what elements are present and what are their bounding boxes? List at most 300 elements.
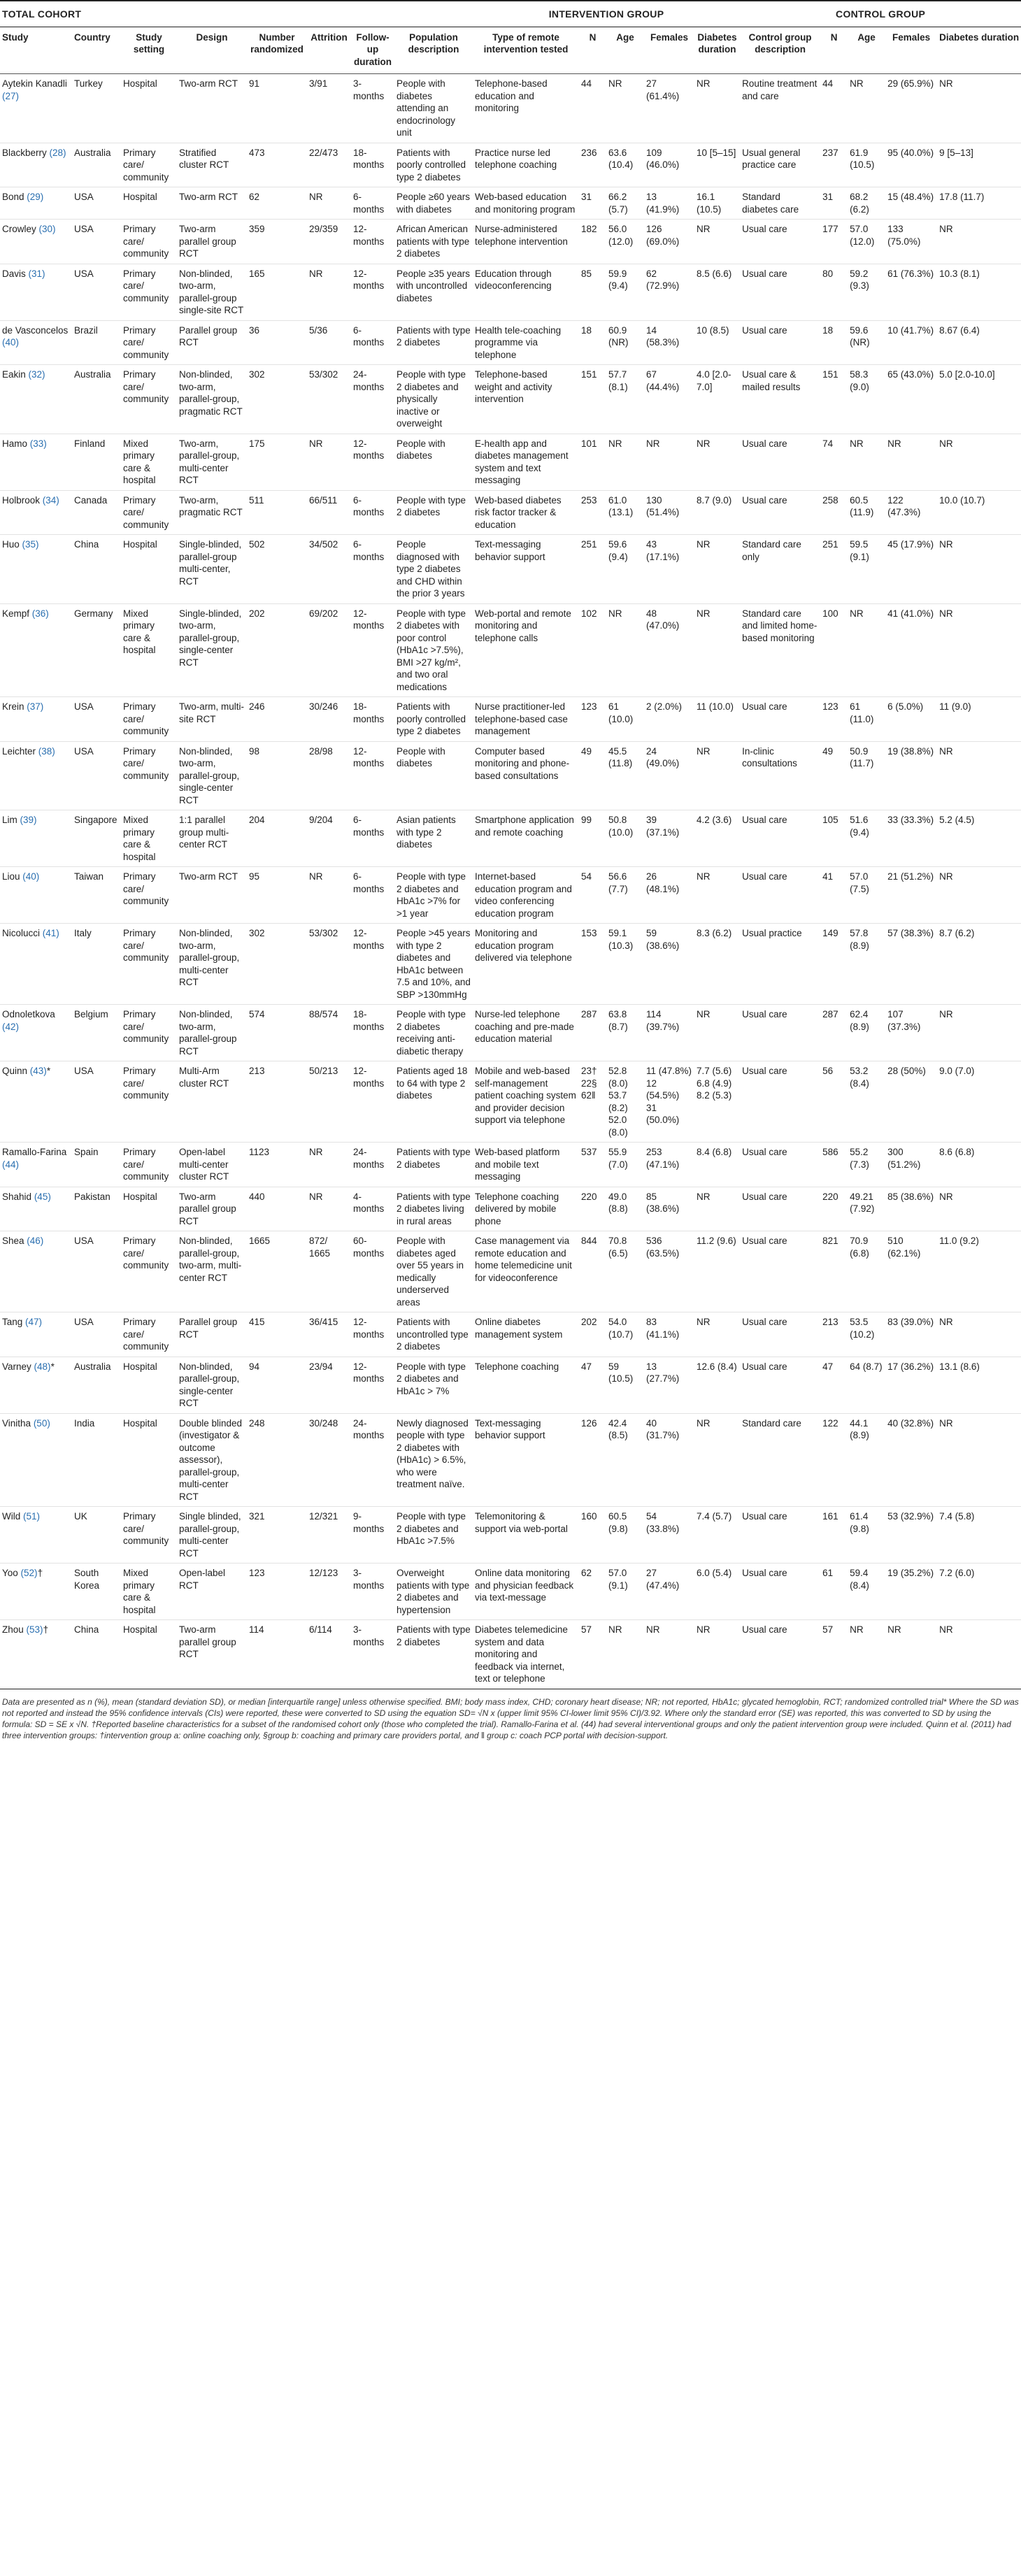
cell-followup: 12-months xyxy=(351,1061,394,1143)
cell-design: Non-blinded, two-arm, parallel-group RCT xyxy=(177,1005,247,1061)
cell-population: People with type 2 diabetes with poor control (HbA1c >7.5%), BMI >27 kg/m², and two oral medications xyxy=(394,603,473,697)
cell-control-duration: NR xyxy=(937,1620,1021,1689)
cell-intervention-duration: 4.2 (3.6) xyxy=(694,810,740,867)
cell-intervention-n: 57 xyxy=(579,1620,606,1689)
cell-intervention-age: 61.0 (13.1) xyxy=(606,490,644,535)
cell-control-description: Standard care only xyxy=(740,535,820,604)
cell-attrition: NR xyxy=(307,867,351,924)
cell-intervention-n: 102 xyxy=(579,603,606,697)
cell-control-duration: 8.7 (6.2) xyxy=(937,924,1021,1005)
cell-setting: Primary care/ community xyxy=(121,697,177,742)
cell-intervention-females: 24 (49.0%) xyxy=(644,741,694,810)
table-row xyxy=(0,697,1021,742)
cell-design: Open-label RCT xyxy=(177,1564,247,1620)
cell-design: Double blinded (investigator & outcome assessor), parallel-group, multi-center RCT xyxy=(177,1413,247,1507)
cell-intervention: Health tele-coaching programme via telephone xyxy=(473,320,579,365)
study-reference-link[interactable]: (51) xyxy=(23,1511,41,1522)
cell-control-age: 53.5 (10.2) xyxy=(848,1312,885,1357)
cell-intervention-age: 52.8 (8.0) 53.7 (8.2) 52.0 (8.0) xyxy=(606,1061,644,1143)
cell-control-description: Standard diabetes care xyxy=(740,187,820,220)
cell-setting: Primary care/ community xyxy=(121,143,177,187)
cell-control-n: 213 xyxy=(820,1312,848,1357)
cell-control-age: 59.2 (9.3) xyxy=(848,264,885,320)
cell-setting: Primary care/ community xyxy=(121,220,177,264)
cell-setting: Mixed primary care & hospital xyxy=(121,603,177,697)
cell-followup: 6-months xyxy=(351,187,394,220)
cell-intervention-duration: NR xyxy=(694,741,740,810)
study-reference-link[interactable]: (44) xyxy=(2,1159,20,1170)
cell-setting: Primary care/ community xyxy=(121,1231,177,1312)
table-row xyxy=(0,1061,1021,1143)
cell-intervention-n: 62 xyxy=(579,1564,606,1620)
cell-control-description: Usual practice xyxy=(740,924,820,1005)
study-footnote-mark: † xyxy=(43,1624,49,1635)
cell-control-females: 21 (51.2%) xyxy=(885,867,937,924)
cell-population: Asian patients with type 2 diabetes xyxy=(394,810,473,867)
cell-intervention-duration: NR xyxy=(694,603,740,697)
cell-intervention-age: NR xyxy=(606,434,644,490)
col-header-control-age: Age xyxy=(848,27,885,74)
cell-intervention-duration: NR xyxy=(694,1312,740,1357)
cell-country: Pakistan xyxy=(72,1187,121,1231)
col-header-intervention: Type of remote intervention tested xyxy=(473,27,579,74)
cell-intervention-n: 49 xyxy=(579,741,606,810)
study-reference-link[interactable]: (34) xyxy=(42,494,59,506)
cell-followup: 24-months xyxy=(351,365,394,434)
cell-control-females: 29 (65.9%) xyxy=(885,74,937,143)
cell-design: Two-arm parallel group RCT xyxy=(177,1187,247,1231)
cell-design: Non-blinded, two-arm, parallel-group, multi-center RCT xyxy=(177,924,247,1005)
cell-control-description: Standard care xyxy=(740,1413,820,1507)
study-name: Yoo xyxy=(2,1568,18,1578)
cell-population: Patients with type 2 diabetes xyxy=(394,1620,473,1689)
study-reference-link[interactable]: (35) xyxy=(22,539,39,550)
cell-intervention-age: 60.9 (NR) xyxy=(606,320,644,365)
cell-control-females: 122 (47.3%) xyxy=(885,490,937,535)
cell-control-description: Usual care & mailed results xyxy=(740,365,820,434)
cell-intervention-duration: 8.4 (6.8) xyxy=(694,1143,740,1187)
study-name: Nicolucci xyxy=(2,928,41,938)
cell-control-females: 17 (36.2%) xyxy=(885,1357,937,1413)
cell-followup: 12-months xyxy=(351,264,394,320)
cell-attrition: 66/511 xyxy=(307,490,351,535)
cell-intervention-duration: 7.7 (5.6) 6.8 (4.9) 8.2 (5.3) xyxy=(694,1061,740,1143)
cell-followup: 24-months xyxy=(351,1143,394,1187)
cell-intervention-age: 42.4 (8.5) xyxy=(606,1413,644,1507)
study-reference-link[interactable]: (53) xyxy=(26,1624,43,1635)
study-reference-link[interactable]: (39) xyxy=(20,815,37,825)
cell-country: China xyxy=(72,1620,121,1689)
cell-randomized: 204 xyxy=(247,810,307,867)
cell-control-duration: 11.0 (9.2) xyxy=(937,1231,1021,1312)
cell-intervention-females: 253 (47.1%) xyxy=(644,1143,694,1187)
cell-intervention: Telephone-based education and monitoring xyxy=(473,74,579,143)
cell-control-description: Usual care xyxy=(740,1357,820,1413)
cell-intervention-females: 536 (63.5%) xyxy=(644,1231,694,1312)
cell-intervention: Telephone coaching xyxy=(473,1357,579,1413)
cell-control-n: 80 xyxy=(820,264,848,320)
study-reference-link[interactable]: (40) xyxy=(22,871,40,882)
table-row xyxy=(0,1507,1021,1564)
cell-control-duration: 13.1 (8.6) xyxy=(937,1357,1021,1413)
cell-control-females: 6 (5.0%) xyxy=(885,697,937,742)
cell-setting: Hospital xyxy=(121,1413,177,1507)
cell-population: People with diabetes aged over 55 years in medically underserved areas xyxy=(394,1231,473,1312)
cell-followup: 3-months xyxy=(351,1620,394,1689)
cell-country: Singapore xyxy=(72,810,121,867)
cell-intervention-n: 160 xyxy=(579,1507,606,1564)
cell-design: Non-blinded, parallel-group, two-arm, multi-center RCT xyxy=(177,1231,247,1312)
cell-randomized: 1665 xyxy=(247,1231,307,1312)
table-row xyxy=(0,867,1021,924)
cell-attrition: NR xyxy=(307,1143,351,1187)
cell-attrition: 34/502 xyxy=(307,535,351,604)
cell-design: Single-blinded, two-arm, parallel-group, single-center RCT xyxy=(177,603,247,697)
cell-country: USA xyxy=(72,187,121,220)
cell-randomized: 94 xyxy=(247,1357,307,1413)
cell-study xyxy=(0,490,72,535)
cell-intervention: Telephone coaching delivered by mobile phone xyxy=(473,1187,579,1231)
cell-study xyxy=(0,320,72,365)
cell-followup: 60-months xyxy=(351,1231,394,1312)
cell-control-n: 41 xyxy=(820,867,848,924)
cell-followup: 12-months xyxy=(351,741,394,810)
study-reference-link[interactable]: (52) xyxy=(20,1568,38,1578)
cell-control-n: 149 xyxy=(820,924,848,1005)
cell-intervention-age: NR xyxy=(606,74,644,143)
cell-design: Two-arm parallel group RCT xyxy=(177,1620,247,1689)
cell-study xyxy=(0,434,72,490)
cell-followup: 6-months xyxy=(351,867,394,924)
cell-intervention-duration: 10 (8.5) xyxy=(694,320,740,365)
cell-control-females: 510 (62.1%) xyxy=(885,1231,937,1312)
cell-intervention-duration: 11 (10.0) xyxy=(694,697,740,742)
cell-control-age: 50.9 (11.7) xyxy=(848,741,885,810)
cell-intervention-females: 67 (44.4%) xyxy=(644,365,694,434)
cell-control-age: 57.8 (8.9) xyxy=(848,924,885,1005)
study-name: Holbrook xyxy=(2,494,41,506)
study-name: Eakin xyxy=(2,369,26,380)
cell-intervention-females: 62 (72.9%) xyxy=(644,264,694,320)
cell-control-age: NR xyxy=(848,74,885,143)
cell-population: Patients with type 2 diabetes xyxy=(394,320,473,365)
study-name: Ramallo-Farina xyxy=(2,1147,67,1157)
cell-intervention-duration: NR xyxy=(694,220,740,264)
cell-intervention-duration: 8.7 (9.0) xyxy=(694,490,740,535)
cell-attrition: 12/321 xyxy=(307,1507,351,1564)
study-name: Tang xyxy=(2,1317,23,1327)
cell-intervention-age: 59.6 (9.4) xyxy=(606,535,644,604)
cell-control-females: 10 (41.7%) xyxy=(885,320,937,365)
cell-design: 1:1 parallel group multi-center RCT xyxy=(177,810,247,867)
cell-intervention-n: 85 xyxy=(579,264,606,320)
study-reference-link[interactable]: (47) xyxy=(25,1317,43,1327)
cell-study xyxy=(0,603,72,697)
cell-study xyxy=(0,1061,72,1143)
cell-setting: Mixed primary care & hospital xyxy=(121,434,177,490)
cell-intervention-age: 59.9 (9.4) xyxy=(606,264,644,320)
cell-study xyxy=(0,1005,72,1061)
cell-attrition: 29/359 xyxy=(307,220,351,264)
study-reference-link[interactable]: (28) xyxy=(49,147,66,158)
cell-setting: Hospital xyxy=(121,187,177,220)
cell-country: USA xyxy=(72,264,121,320)
cell-study xyxy=(0,1564,72,1620)
cell-intervention-females: 13 (41.9%) xyxy=(644,187,694,220)
study-reference-link[interactable]: (30) xyxy=(38,224,56,234)
cell-study xyxy=(0,1231,72,1312)
cell-intervention-n: 18 xyxy=(579,320,606,365)
cell-intervention: Web-based platform and mobile text messaging xyxy=(473,1143,579,1187)
cell-attrition: 3/91 xyxy=(307,74,351,143)
cell-intervention-n: 47 xyxy=(579,1357,606,1413)
cell-control-age: 62.4 (8.9) xyxy=(848,1005,885,1061)
cell-intervention-age: NR xyxy=(606,603,644,697)
cell-control-duration: NR xyxy=(937,434,1021,490)
cell-control-females: 15 (48.4%) xyxy=(885,187,937,220)
cell-intervention-age: 56.0 (12.0) xyxy=(606,220,644,264)
cell-control-females: 33 (33.3%) xyxy=(885,810,937,867)
study-name: Kempf xyxy=(2,608,30,619)
cell-attrition: 50/213 xyxy=(307,1061,351,1143)
cell-control-duration: NR xyxy=(937,535,1021,604)
cell-control-duration: 10.0 (10.7) xyxy=(937,490,1021,535)
cell-followup: 12-months xyxy=(351,603,394,697)
cell-population: People >45 years with type 2 diabetes and HbA1c between 7.5 and 10%, and SBP >130mmHg xyxy=(394,924,473,1005)
col-header-followup: Follow-up duration xyxy=(351,27,394,74)
cell-control-description: Usual care xyxy=(740,1061,820,1143)
cell-control-n: 18 xyxy=(820,320,848,365)
cell-country: UK xyxy=(72,1507,121,1564)
cell-population: People ≥35 years with uncontrolled diabetes xyxy=(394,264,473,320)
intervention-group-header: INTERVENTION GROUP xyxy=(473,1,740,27)
study-name: Varney xyxy=(2,1361,31,1372)
cell-control-n: 177 xyxy=(820,220,848,264)
study-reference-link[interactable]: (41) xyxy=(42,928,59,938)
cell-control-females: 83 (39.0%) xyxy=(885,1312,937,1357)
cell-randomized: 473 xyxy=(247,143,307,187)
cell-control-description: Usual care xyxy=(740,1187,820,1231)
cell-attrition: 88/574 xyxy=(307,1005,351,1061)
cell-control-age: 61.9 (10.5) xyxy=(848,143,885,187)
cell-design: Parallel group RCT xyxy=(177,1312,247,1357)
study-reference-link[interactable]: (50) xyxy=(33,1417,50,1429)
cell-setting: Hospital xyxy=(121,535,177,604)
cell-control-age: 58.3 (9.0) xyxy=(848,365,885,434)
cell-design: Stratified cluster RCT xyxy=(177,143,247,187)
study-name: Hamo xyxy=(2,438,28,449)
study-reference-link[interactable]: (33) xyxy=(29,438,47,449)
cell-country: USA xyxy=(72,220,121,264)
cell-followup: 12-months xyxy=(351,220,394,264)
cell-attrition: NR xyxy=(307,187,351,220)
cell-control-n: 31 xyxy=(820,187,848,220)
cell-setting: Primary care/ community xyxy=(121,1005,177,1061)
cell-setting: Mixed primary care & hospital xyxy=(121,810,177,867)
cell-randomized: 502 xyxy=(247,535,307,604)
cell-control-n: 57 xyxy=(820,1620,848,1689)
cell-country: Finland xyxy=(72,434,121,490)
cell-country: Canada xyxy=(72,490,121,535)
cell-intervention: Online diabetes management system xyxy=(473,1312,579,1357)
cell-intervention-age: 66.2 (5.7) xyxy=(606,187,644,220)
cell-population: People with type 2 diabetes and HbA1c >7.5% xyxy=(394,1507,473,1564)
cell-country: USA xyxy=(72,741,121,810)
cell-control-duration: 7.2 (6.0) xyxy=(937,1564,1021,1620)
cell-control-duration: 9.0 (7.0) xyxy=(937,1061,1021,1143)
cell-control-n: 49 xyxy=(820,741,848,810)
cell-followup: 6-months xyxy=(351,320,394,365)
cell-randomized: 202 xyxy=(247,603,307,697)
cell-intervention-age: 63.8 (8.7) xyxy=(606,1005,644,1061)
col-header-randomized: Number randomized xyxy=(247,27,307,74)
total-cohort-header: TOTAL COHORT xyxy=(0,1,473,27)
cell-control-females: 133 (75.0%) xyxy=(885,220,937,264)
cell-control-age: 55.2 (7.3) xyxy=(848,1143,885,1187)
cell-intervention-duration: 12.6 (8.4) xyxy=(694,1357,740,1413)
cell-control-females: 28 (50%) xyxy=(885,1061,937,1143)
cell-control-duration: NR xyxy=(937,867,1021,924)
cell-intervention-females: 26 (48.1%) xyxy=(644,867,694,924)
cell-intervention-duration: 7.4 (5.7) xyxy=(694,1507,740,1564)
cell-randomized: 95 xyxy=(247,867,307,924)
cell-country: Australia xyxy=(72,1357,121,1413)
cell-randomized: 213 xyxy=(247,1061,307,1143)
cell-control-females: 45 (17.9%) xyxy=(885,535,937,604)
study-reference-link[interactable]: (36) xyxy=(31,608,49,619)
cell-control-duration: 5.2 (4.5) xyxy=(937,810,1021,867)
cell-study xyxy=(0,1413,72,1507)
cell-study xyxy=(0,810,72,867)
cell-intervention: Computer based monitoring and phone-based consultations xyxy=(473,741,579,810)
cell-followup: 12-months xyxy=(351,1357,394,1413)
cell-control-n: 44 xyxy=(820,74,848,143)
cell-intervention-n: 220 xyxy=(579,1187,606,1231)
cell-intervention-n: 23† 22§ 62‖ xyxy=(579,1061,606,1143)
cell-followup: 4-months xyxy=(351,1187,394,1231)
cell-design: Two-arm, multi-site RCT xyxy=(177,697,247,742)
cell-intervention: Internet-based education program and video conferencing education program xyxy=(473,867,579,924)
table-row xyxy=(0,143,1021,187)
cell-design: Parallel group RCT xyxy=(177,320,247,365)
study-reference-link[interactable]: (40) xyxy=(2,337,20,348)
cell-control-duration: 5.0 [2.0-10.0] xyxy=(937,365,1021,434)
study-reference-link[interactable]: (46) xyxy=(27,1236,44,1246)
cell-setting: Primary care/ community xyxy=(121,1312,177,1357)
cell-setting: Primary care/ community xyxy=(121,264,177,320)
cell-population: Patients with poorly controlled type 2 diabetes xyxy=(394,143,473,187)
study-reference-link[interactable]: (43) xyxy=(29,1066,47,1076)
study-reference-link[interactable]: (48) xyxy=(34,1361,51,1372)
cell-control-females: NR xyxy=(885,434,937,490)
cell-study xyxy=(0,74,72,143)
cell-followup: 6-months xyxy=(351,490,394,535)
cell-control-duration: 8.6 (6.8) xyxy=(937,1143,1021,1187)
study-reference-link[interactable]: (45) xyxy=(34,1191,51,1202)
cell-attrition: 5/36 xyxy=(307,320,351,365)
cell-study xyxy=(0,187,72,220)
cell-country: USA xyxy=(72,1231,121,1312)
cell-setting: Primary care/ community xyxy=(121,320,177,365)
cell-control-n: 287 xyxy=(820,1005,848,1061)
cell-intervention-females: 48 (47.0%) xyxy=(644,603,694,697)
cell-design: Two-arm RCT xyxy=(177,867,247,924)
study-reference-link[interactable]: (32) xyxy=(28,369,45,380)
cell-intervention-females: 130 (51.4%) xyxy=(644,490,694,535)
cell-design: Non-blinded, two-arm, parallel-group, single-center RCT xyxy=(177,741,247,810)
col-header-study: Study xyxy=(0,27,72,74)
cell-intervention-females: 109 (46.0%) xyxy=(644,143,694,187)
table-row xyxy=(0,603,1021,697)
cell-control-n: 56 xyxy=(820,1061,848,1143)
study-reference-link[interactable]: (29) xyxy=(27,192,44,202)
cell-intervention-duration: NR xyxy=(694,1620,740,1689)
cell-population: People with type 2 diabetes receiving anti-diabetic therapy xyxy=(394,1005,473,1061)
study-name: de Vasconcelos xyxy=(2,324,69,336)
cell-followup: 18-months xyxy=(351,697,394,742)
column-header-row xyxy=(0,27,1021,74)
cell-intervention-age: 55.9 (7.0) xyxy=(606,1143,644,1187)
cell-attrition: 872/ 1665 xyxy=(307,1231,351,1312)
cell-intervention-age: 56.6 (7.7) xyxy=(606,867,644,924)
cell-intervention-n: 99 xyxy=(579,810,606,867)
study-name: Odnoletkova xyxy=(2,1009,55,1019)
cell-intervention-age: 61 (10.0) xyxy=(606,697,644,742)
study-reference-link[interactable]: (27) xyxy=(2,90,20,101)
table-body xyxy=(0,74,1021,1689)
cell-control-duration: 9 [5–13] xyxy=(937,143,1021,187)
cell-intervention-n: 202 xyxy=(579,1312,606,1357)
cell-randomized: 511 xyxy=(247,490,307,535)
cell-study xyxy=(0,697,72,742)
cell-randomized: 165 xyxy=(247,264,307,320)
cell-control-description: Usual care xyxy=(740,1143,820,1187)
cell-randomized: 440 xyxy=(247,1187,307,1231)
study-reference-link[interactable]: (42) xyxy=(2,1021,20,1032)
table-row xyxy=(0,220,1021,264)
cell-intervention-n: 253 xyxy=(579,490,606,535)
cell-study xyxy=(0,143,72,187)
table-row xyxy=(0,365,1021,434)
study-reference-link[interactable]: (37) xyxy=(27,701,44,712)
cell-setting: Hospital xyxy=(121,1357,177,1413)
cell-control-duration: 10.3 (8.1) xyxy=(937,264,1021,320)
cell-population: Patients with type 2 diabetes living in rural areas xyxy=(394,1187,473,1231)
cell-attrition: NR xyxy=(307,434,351,490)
cell-control-duration: NR xyxy=(937,741,1021,810)
study-name: Krein xyxy=(2,701,24,712)
cell-design: Non-blinded, two-arm, parallel-group, pragmatic RCT xyxy=(177,365,247,434)
cell-control-age: 61.4 (9.8) xyxy=(848,1507,885,1564)
cell-country: Taiwan xyxy=(72,867,121,924)
cell-control-description: Usual care xyxy=(740,1507,820,1564)
cell-intervention-n: 182 xyxy=(579,220,606,264)
col-header-control-females: Females xyxy=(885,27,937,74)
cell-control-duration: 11 (9.0) xyxy=(937,697,1021,742)
cell-design: Two-arm, parallel-group, multi-center RCT xyxy=(177,434,247,490)
cell-randomized: 114 xyxy=(247,1620,307,1689)
cell-setting: Mixed primary care & hospital xyxy=(121,1564,177,1620)
col-header-control-description: Control group description xyxy=(740,27,820,74)
cell-control-description: Usual care xyxy=(740,220,820,264)
cell-population: Patients with uncontrolled type 2 diabetes xyxy=(394,1312,473,1357)
cell-setting: Hospital xyxy=(121,1620,177,1689)
study-reference-link[interactable]: (38) xyxy=(38,745,55,757)
col-header-setting: Study setting xyxy=(121,27,177,74)
study-reference-link[interactable]: (31) xyxy=(28,268,45,279)
cell-intervention-duration: 4.0 [2.0-7.0] xyxy=(694,365,740,434)
cell-attrition: NR xyxy=(307,1187,351,1231)
